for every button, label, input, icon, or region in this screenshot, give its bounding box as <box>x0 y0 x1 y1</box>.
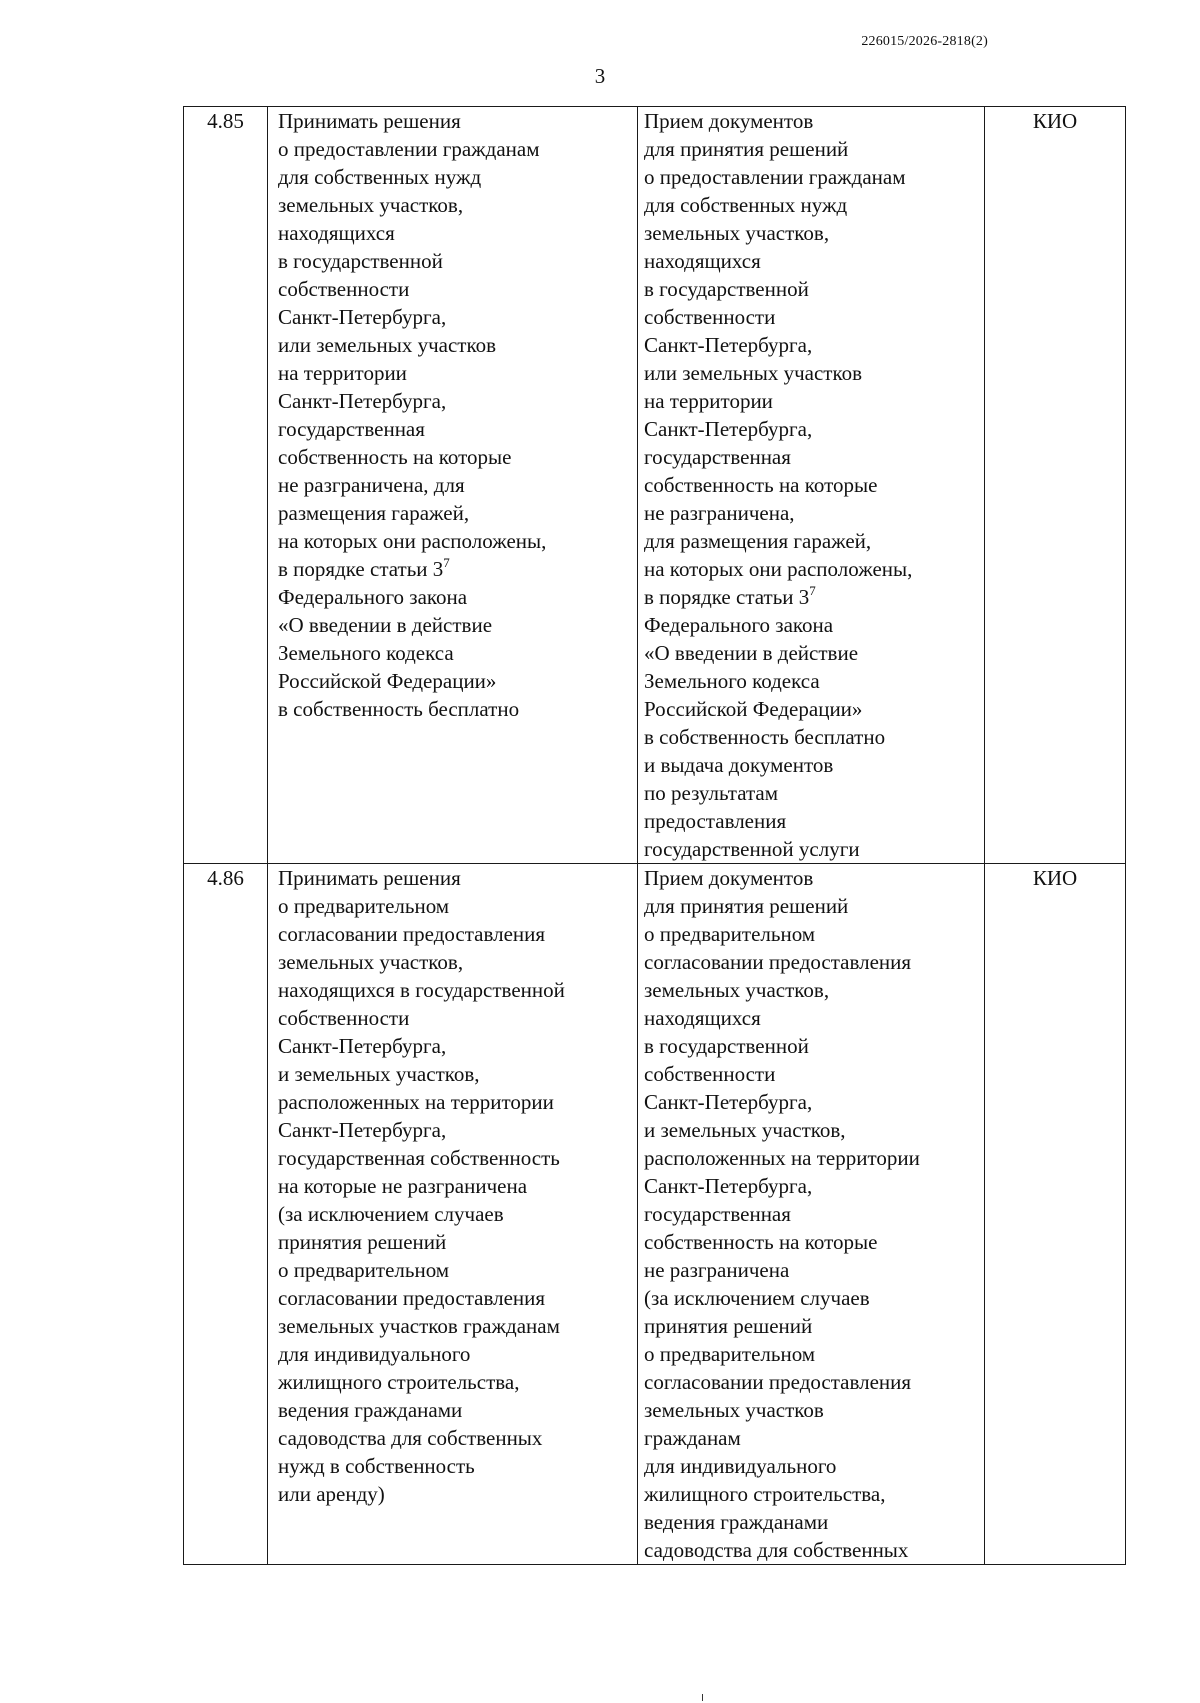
text-line-content: расположенных на территории <box>278 1090 554 1114</box>
text-line <box>644 415 980 443</box>
text-line-content: согласовании предоставления <box>278 922 546 946</box>
text-line-content: о предварительном <box>278 894 450 918</box>
text-line <box>644 667 980 695</box>
text-line <box>644 1536 980 1564</box>
text-line-content: принятия решений <box>278 1230 447 1254</box>
text-line <box>278 219 633 247</box>
text-line <box>278 639 633 667</box>
text-line <box>278 387 633 415</box>
text-line <box>644 135 980 163</box>
text-line <box>278 443 633 471</box>
text-line-content: принятия решений <box>644 1314 813 1338</box>
text-line <box>278 1088 633 1116</box>
text-line-content: согласовании предоставления <box>278 1286 546 1310</box>
text-line <box>278 583 633 611</box>
text-line <box>278 1452 633 1480</box>
text-line-content: Санкт-Петербурга, <box>278 1034 447 1058</box>
text-line-content: (за исключением случаев <box>278 1202 504 1226</box>
text-line-content: находящихся <box>278 221 395 245</box>
text-line-content: собственности <box>278 277 410 301</box>
text-line <box>278 303 633 331</box>
text-line-content: земельных участков, <box>644 978 830 1002</box>
text-line-content: и выдача документов <box>644 753 834 777</box>
text-line-content: находящихся <box>644 249 761 273</box>
text-line-content: Санкт-Петербурга, <box>278 389 447 413</box>
text-line <box>278 1060 633 1088</box>
text-line-content: ведения гражданами <box>278 1398 463 1422</box>
text-line <box>644 948 980 976</box>
text-line-content: садоводства для собственных <box>278 1426 543 1450</box>
text-line <box>644 163 980 191</box>
text-line <box>644 864 980 892</box>
text-line-content: Санкт-Петербурга, <box>278 1118 447 1142</box>
text-line-content: собственность на которые <box>644 1230 878 1254</box>
text-line-content: нужд в собственность <box>278 1454 475 1478</box>
text-line-content: не разграничена, для <box>278 473 465 497</box>
text-line <box>278 1032 633 1060</box>
text-line-content: на которые не разграничена <box>278 1174 528 1198</box>
text-line <box>278 499 633 527</box>
text-line-content: для индивидуального <box>644 1454 837 1478</box>
text-line-content: Принимать решения <box>278 866 461 890</box>
responsible-body-cell: КИО <box>985 864 1126 1565</box>
text-line-content: Принимать решения <box>278 109 461 133</box>
text-line-content: в порядке статьи 3 <box>644 585 810 609</box>
text-line-content: государственная <box>644 1202 791 1226</box>
text-line <box>644 1284 980 1312</box>
text-line <box>278 976 633 1004</box>
text-line <box>278 667 633 695</box>
text-line <box>644 107 980 135</box>
text-line <box>278 1424 633 1452</box>
text-line <box>278 1396 633 1424</box>
text-line <box>644 1396 980 1424</box>
text-line-content: Санкт-Петербурга, <box>644 333 813 357</box>
text-line-content: Российской Федерации» <box>644 697 863 721</box>
text-line-content: собственности <box>278 1006 410 1030</box>
text-line <box>644 387 980 415</box>
text-line-content: на территории <box>278 361 407 385</box>
text-line <box>644 751 980 779</box>
page-edge-mark <box>702 1694 703 1701</box>
text-line-content: о предварительном <box>644 922 816 946</box>
text-line-content: (за исключением случаев <box>644 1286 870 1310</box>
text-line <box>644 331 980 359</box>
text-line-content: «О введении в действие <box>644 641 859 665</box>
text-line-content: о предоставлении гражданам <box>644 165 906 189</box>
text-line <box>644 611 980 639</box>
text-line <box>278 1200 633 1228</box>
text-line <box>278 1368 633 1396</box>
text-line <box>278 611 633 639</box>
item-number-cell: 4.86 <box>184 864 268 1565</box>
text-line-content: Прием документов <box>644 866 814 890</box>
text-line-content: земельных участков, <box>644 221 830 245</box>
text-line-content: о предварительном <box>644 1342 816 1366</box>
powers-table-body <box>184 107 1126 1565</box>
text-line <box>644 639 980 667</box>
text-line <box>644 920 980 948</box>
text-line <box>644 1032 980 1060</box>
text-line <box>644 191 980 219</box>
text-line <box>278 948 633 976</box>
text-line-content: Санкт-Петербурга, <box>644 417 813 441</box>
text-line-content: государственная <box>644 445 791 469</box>
article-superscript: 7 <box>443 555 450 570</box>
text-line-content: для принятия решений <box>644 137 849 161</box>
text-line <box>644 471 980 499</box>
text-line <box>644 1368 980 1396</box>
text-line-content: Санкт-Петербурга, <box>644 1174 813 1198</box>
text-line-content: Земельного кодекса <box>278 641 454 665</box>
text-line-content: для принятия решений <box>644 894 849 918</box>
text-line <box>644 1228 980 1256</box>
text-line-content: земельных участков, <box>278 193 464 217</box>
text-line <box>278 275 633 303</box>
power-description-cell <box>268 107 638 864</box>
text-line-content: собственности <box>644 305 776 329</box>
text-line-content: не разграничена, <box>644 501 795 525</box>
text-line-content: гражданам <box>644 1426 741 1450</box>
responsible-body-cell: КИО <box>985 107 1126 864</box>
text-line <box>278 527 633 555</box>
text-line <box>278 191 633 219</box>
text-line-content: в собственность бесплатно <box>644 725 886 749</box>
text-line <box>644 807 980 835</box>
text-line-content: Прием документов <box>644 109 814 133</box>
text-line-content: собственности <box>644 1062 776 1086</box>
text-line-content: жилищного строительства, <box>278 1370 520 1394</box>
text-line-content: государственной услуги <box>644 837 860 861</box>
text-line-content: на которых они расположены, <box>644 557 913 581</box>
text-line-content: в государственной <box>278 249 443 273</box>
item-number-cell: 4.85 <box>184 107 268 864</box>
text-line <box>278 359 633 387</box>
text-line-content: земельных участков, <box>278 950 464 974</box>
text-line <box>278 331 633 359</box>
table-row <box>184 107 1126 864</box>
text-line <box>644 1452 980 1480</box>
text-line <box>644 499 980 527</box>
text-line <box>644 1424 980 1452</box>
page-number: 3 <box>594 64 606 88</box>
text-line-content: или земельных участков <box>644 361 863 385</box>
text-line-content: и земельных участков, <box>644 1118 846 1142</box>
text-line <box>644 779 980 807</box>
text-line-content: расположенных на территории <box>644 1146 920 1170</box>
text-line-content: и земельных участков, <box>278 1062 480 1086</box>
text-line-content: в государственной <box>644 277 809 301</box>
text-line-content: для собственных нужд <box>278 165 482 189</box>
text-line <box>278 695 633 723</box>
text-line-content: для собственных нужд <box>644 193 848 217</box>
text-line-content: о предоставлении гражданам <box>278 137 540 161</box>
text-line-content: собственность на которые <box>644 473 878 497</box>
text-line-content: согласовании предоставления <box>644 950 912 974</box>
table-row <box>184 864 1126 1565</box>
text-line <box>644 1060 980 1088</box>
text-line <box>644 303 980 331</box>
text-line-content: Федерального закона <box>644 613 834 637</box>
text-line <box>278 107 633 135</box>
text-line <box>644 527 980 555</box>
text-line <box>278 415 633 443</box>
text-line-content: «О введении в действие <box>278 613 493 637</box>
text-line <box>644 443 980 471</box>
service-description-cell <box>638 864 985 1565</box>
text-line-content: размещения гаражей, <box>278 501 470 525</box>
text-line-content: по результатам <box>644 781 779 805</box>
text-line <box>278 1312 633 1340</box>
text-line <box>278 864 633 892</box>
text-line <box>644 1312 980 1340</box>
text-line <box>278 920 633 948</box>
text-line <box>644 555 980 583</box>
text-line-content: государственная <box>278 417 425 441</box>
text-line <box>278 1116 633 1144</box>
text-line-content: для индивидуального <box>278 1342 471 1366</box>
text-line <box>644 1172 980 1200</box>
text-line-content: предоставления <box>644 809 787 833</box>
text-line <box>644 1200 980 1228</box>
text-line-content: на территории <box>644 389 773 413</box>
text-line <box>644 723 980 751</box>
text-line <box>644 1340 980 1368</box>
text-line <box>644 359 980 387</box>
text-line <box>278 135 633 163</box>
text-line-content: или земельных участков <box>278 333 497 357</box>
text-line <box>644 1088 980 1116</box>
text-line <box>278 1256 633 1284</box>
text-line-content: Санкт-Петербурга, <box>644 1090 813 1114</box>
text-line <box>644 275 980 303</box>
text-line <box>644 835 980 863</box>
text-line <box>278 1172 633 1200</box>
power-description-cell <box>268 864 638 1565</box>
text-line-content: садоводства для собственных <box>644 1538 909 1562</box>
text-line <box>644 695 980 723</box>
text-line <box>278 1480 633 1508</box>
text-line-content: на которых они расположены, <box>278 529 547 553</box>
text-line-content: государственная собственность <box>278 1146 560 1170</box>
text-line-content: для размещения гаражей, <box>644 529 872 553</box>
text-line <box>644 247 980 275</box>
text-line <box>278 1144 633 1172</box>
service-description-cell <box>638 107 985 864</box>
powers-table <box>183 106 1126 1565</box>
text-line <box>278 163 633 191</box>
text-line-content: земельных участков <box>644 1398 824 1422</box>
text-line <box>278 471 633 499</box>
text-line-content: или аренду) <box>278 1482 385 1506</box>
text-line-content: находящихся <box>644 1006 761 1030</box>
text-line <box>278 1228 633 1256</box>
document-registration-number: 226015/2026-2818(2) <box>861 34 988 49</box>
text-line <box>644 892 980 920</box>
text-line <box>644 1480 980 1508</box>
text-line <box>278 247 633 275</box>
text-line <box>644 219 980 247</box>
text-line <box>644 583 980 611</box>
text-line-content: Российской Федерации» <box>278 669 497 693</box>
text-line-content: ведения гражданами <box>644 1510 829 1534</box>
text-line-content: не разграничена <box>644 1258 790 1282</box>
text-line-content: в собственность бесплатно <box>278 697 520 721</box>
text-line <box>644 1508 980 1536</box>
text-line-content: согласовании предоставления <box>644 1370 912 1394</box>
text-line-content: собственность на которые <box>278 445 512 469</box>
text-line <box>644 1116 980 1144</box>
text-line-content: Земельного кодекса <box>644 669 820 693</box>
text-line <box>278 892 633 920</box>
text-line-content: находящихся в государственной <box>278 978 565 1002</box>
text-line-content: Федерального закона <box>278 585 468 609</box>
text-line-content: Санкт-Петербурга, <box>278 305 447 329</box>
article-superscript: 7 <box>809 583 816 598</box>
text-line-content: в порядке статьи 3 <box>278 557 444 581</box>
text-line <box>278 1340 633 1368</box>
text-line-content: о предварительном <box>278 1258 450 1282</box>
text-line <box>644 976 980 1004</box>
text-line <box>278 555 633 583</box>
text-line <box>644 1004 980 1032</box>
text-line-content: жилищного строительства, <box>644 1482 886 1506</box>
text-line <box>278 1004 633 1032</box>
text-line-content: в государственной <box>644 1034 809 1058</box>
text-line-content: земельных участков гражданам <box>278 1314 560 1338</box>
text-line <box>278 1284 633 1312</box>
text-line <box>644 1256 980 1284</box>
text-line <box>644 1144 980 1172</box>
